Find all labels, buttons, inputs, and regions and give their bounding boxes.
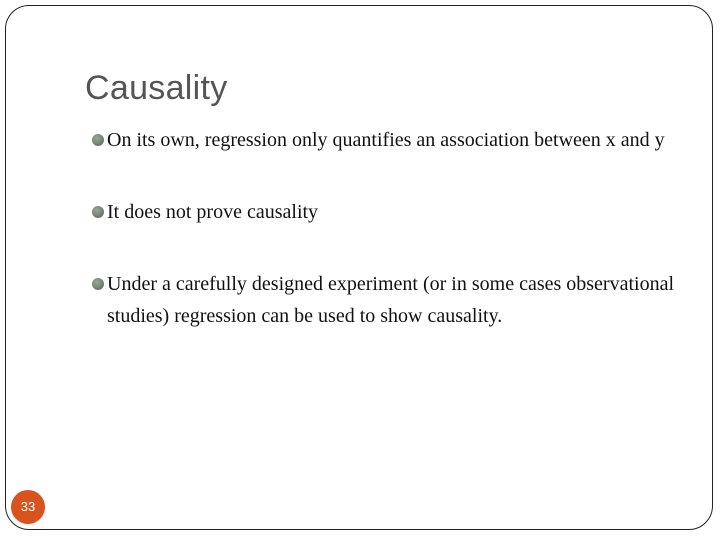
bullet-item [92, 196, 692, 228]
bullet-item [92, 268, 692, 332]
bullet-dot-icon [92, 134, 104, 146]
bullet-text: It does not prove causality [107, 201, 319, 223]
slide-frame [5, 5, 713, 530]
page-number-badge: 33 [11, 490, 45, 524]
bullet-text: Under a carefully designed experiment (or in some cases observational studies) regression can be used to show causality. [107, 273, 675, 327]
bullet-item [92, 124, 692, 156]
bullet-text: On its own, regression only quantifies an association between x and y [107, 129, 665, 151]
bullet-dot-icon [92, 278, 104, 290]
bullet-list [92, 124, 692, 332]
bullet-dot-icon [92, 206, 104, 218]
slide-title: Causality [85, 69, 228, 107]
